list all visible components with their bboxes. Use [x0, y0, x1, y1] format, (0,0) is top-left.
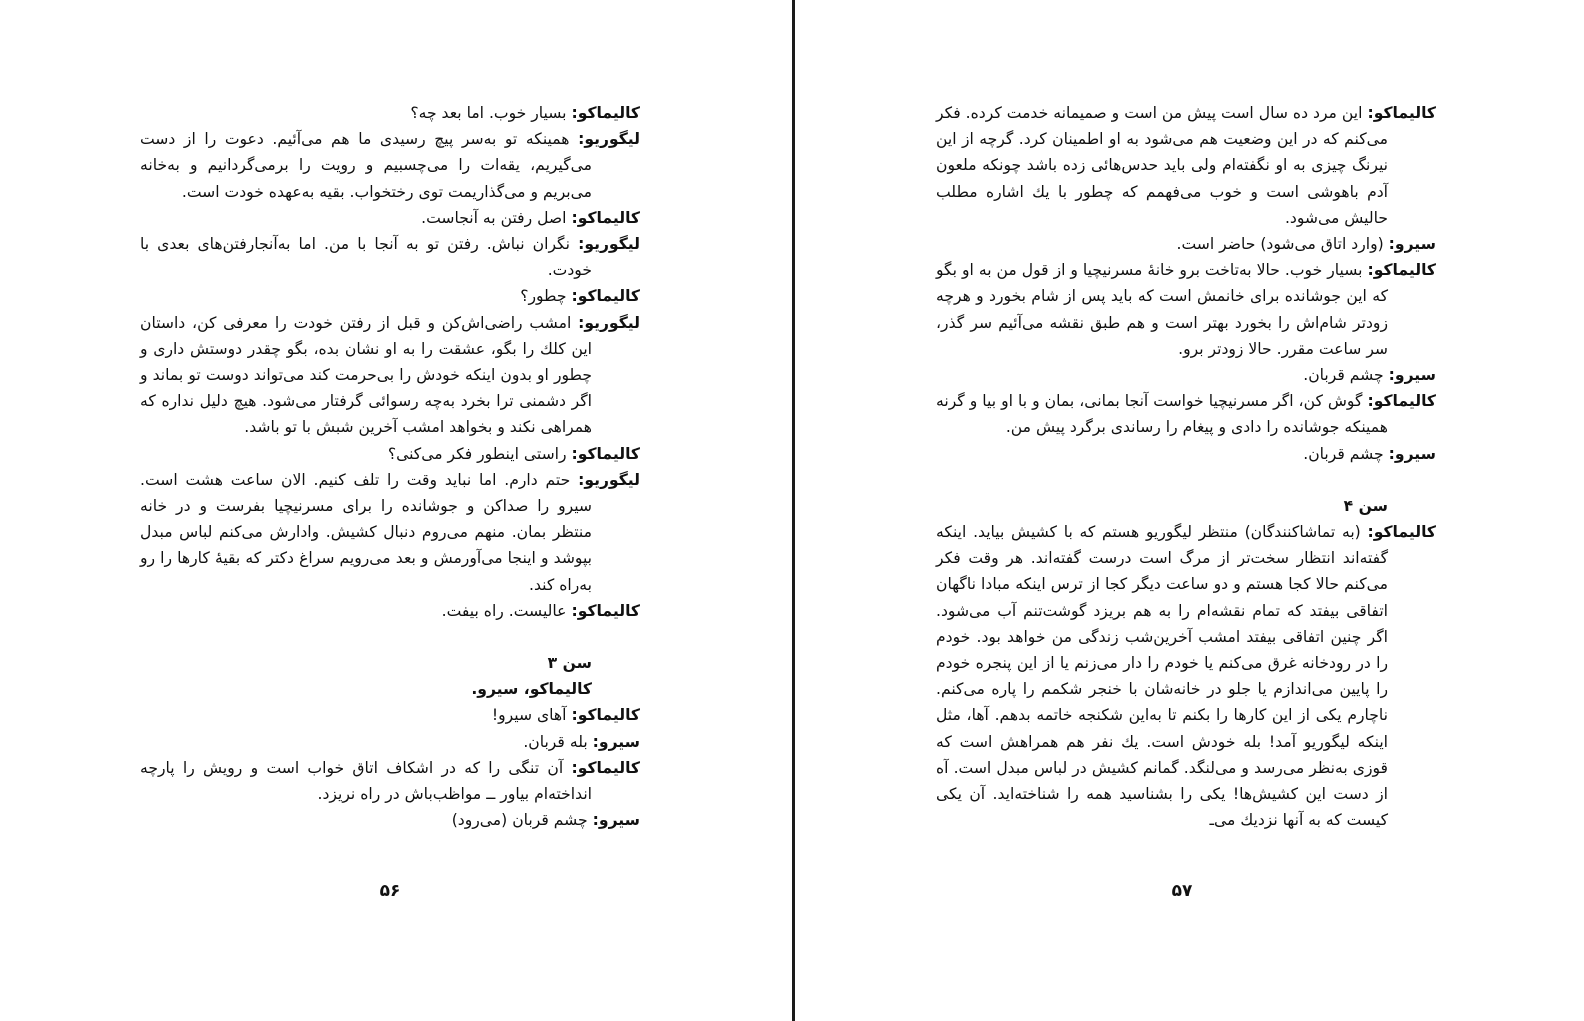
scene-gap — [936, 467, 1436, 493]
dialogue-text: چشم قربان. — [1303, 444, 1389, 463]
dialogue-text: راستی اینطور فکر می‌کنی؟ — [387, 444, 572, 463]
speaker-name: کالیماکو: — [571, 104, 640, 122]
speaker-name: کالیماکو: — [571, 758, 640, 777]
dialogue-line — [140, 441, 640, 467]
dialogue-text: امشب راضی‌اش‌کن و قبل از رفتن خودت را معرفی کن، داستان این کلك را بگو، عشقت را به او نشان بده، بگو چقدر دوستش داری و چطور او بدون اینکه خودش را بی‌حرمت کند می‌تواند دوست تو بماند و اگر دشمنی ترا بخرد به‌چه رسوائی گرفتار می‌شود. هیچ دلیل نداره که همراهی نکند و بخواهد امشب آخرین شبش با تو باشد. — [140, 313, 592, 437]
speaker-name: کالیماکو: — [1367, 104, 1436, 122]
dialogue-text: گوش کن، اگر مسرنیچیا خواست آنجا بمانی، بمان و با او بیا و گرنه همینکه جوشانده را دادی و پیغام را رساندی برگرد پیش من. — [936, 392, 1388, 437]
dialogue-line — [936, 388, 1436, 440]
dialogue-text: چشم قربان. — [1303, 366, 1389, 385]
dialogue-text: نگران نباش. رفتن تو به آنجا با من. اما به‌آنجارفتن‌های بعدی با خودت. — [140, 235, 592, 280]
dialogue-line — [140, 729, 640, 755]
dialogue-text: همینکه تو به‌سر پیچ رسیدی ما هم می‌آئیم. دعوت را از دست می‌گیریم، یقه‌ات را می‌چسبیم و رویت را برمی‌گردانیم و به‌خانه می‌بریم و می‌گذاریمت توی رختخواب. بقیه به‌عهده خودت است. — [140, 130, 592, 201]
speaker-name: سیرو: — [1388, 444, 1436, 463]
dialogue-text: بسیار خوب. حالا به‌تاخت برو خانهٔ مسرنیچیا و از قول من به او بگو که این جوشانده برای خانمش است که باید پس از شام بخورد و هرچه زودتر شام‌اش را بخورد بهتر است و هم طبق نقشه می‌آئیم سر گذر، سر ساعت مقرر. حالا زودتر برو. — [936, 261, 1388, 358]
speaker-name: لیگوریو: — [578, 130, 640, 149]
dialogue-line — [140, 807, 640, 833]
dialogue-line — [936, 441, 1436, 467]
speaker-name: سیرو: — [592, 811, 640, 830]
dialogue-text: (به تماشاکنندگان) منتظر لیگوریو هستم که با کشیش بیاید. اینکه گفته‌اند انتظار سخت‌تر از مرگ است درست گفته‌اند. هر وقت فکر می‌کنم حالا کجا هستم و دو ساعت دیگر کجا از ترس اینکه مبادا ناگهان اتفاقی بیفتد که تمام نقشه‌ام را به هم بریزد گوشت‌تنم آب می‌شود. اگر چنین اتفاقی بیفتد امشب آخرین‌شب زندگی من خواهد بود. خودم را در رودخانه غرق می‌کنم یا خودم را دار می‌زنم یا از این پنجره خودم را پایین می‌اندازم یا جلو در خانه‌شان با خنجر شکمم را پاره می‌کنم. ناچارم یکی از این کارها را بکنم تا به‌این شکنجه خاتمه بدهم. آها، مثل اینکه لیگوریو آمد! بله خودش است. یك نفر هم همراهش است که قوزی به‌نظر می‌رسد و می‌لنگد. گمانم کشیش در لباس مبدل است. آه از دست این کشیش‌ها! یکی را بشناسید همه را شناخته‌اید. آن یکی کیست که به آنها نزدیك می‌ـ — [936, 523, 1388, 830]
dialogue-line — [936, 231, 1436, 257]
dialogue-line — [140, 755, 640, 807]
left-page-text — [140, 100, 640, 833]
dialogue-line — [936, 519, 1436, 833]
speaker-name: کالیماکو: — [571, 208, 640, 227]
speaker-name: کالیماکو: — [571, 706, 640, 725]
speaker-name: لیگوریو: — [578, 470, 640, 489]
dialogue-text: چطور؟ — [520, 287, 572, 306]
dialogue-text: (وارد اتاق می‌شود) حاضر است. — [1176, 235, 1389, 254]
dialogue-text: آن تنگی را که در اشکاف اتاق خواب است و رویش را پارچه انداخته‌ام بیاور ــ مواظب‌باش در راه نریزد. — [140, 758, 592, 804]
dialogue-line — [936, 362, 1436, 388]
dialogue-line — [140, 126, 640, 205]
speaker-name: سیرو: — [1388, 235, 1436, 254]
dialogue-text: حتم دارم. اما نباید وقت را تلف کنیم. الان ساعت هشت است. سیرو را صداکن و جوشانده را برای مسرنیچیا بفرست و در خانه منتظر بمان. منهم می‌روم دنبال کشیش. وادارش می‌کنم لباس مبدل بپوشد و اینجا می‌آورمش و بعد می‌رویم سراغ دکتر که بقیهٔ کارها را رو به‌راه کند. — [140, 470, 592, 594]
speaker-name: کالیماکو: — [1367, 392, 1436, 411]
speaker-name: سیرو: — [592, 732, 640, 751]
dialogue-text: بسیار خوب. اما بعد چه؟ — [410, 104, 572, 122]
speaker-name: کالیماکو: — [571, 287, 640, 306]
dialogue-line — [140, 598, 640, 624]
dialogue-text: اصل رفتن به آنجاست. — [421, 208, 572, 227]
speaker-name: سیرو: — [1388, 366, 1436, 385]
right-page-text — [936, 100, 1436, 833]
speaker-name: لیگوریو: — [578, 313, 640, 332]
scene-heading: سن ۴ — [1343, 496, 1388, 515]
dialogue-text: چشم قربان (می‌رود) — [451, 811, 593, 830]
speaker-name: کالیماکو: — [571, 601, 640, 620]
dialogue-line — [140, 283, 640, 309]
speaker-name: کالیماکو: — [1367, 261, 1436, 280]
speaker-name: کالیماکو: — [571, 444, 640, 463]
book-spine — [792, 0, 795, 1021]
speaker-name: کالیماکو: — [1367, 523, 1436, 542]
dialogue-line — [936, 257, 1436, 362]
scene-heading: سن ۳ — [547, 654, 592, 673]
dialogue-text: این مرد ده سال است پیش من است و صمیمانه خدمت کرده. فکر می‌کنم که در این وضعیت هم می‌شود به او اطمینان کرد. گرچه از این نیرنگ چیزی به او نگفته‌ام ولی باید حدس‌هائی زده باشد چونکه ملعون آدم باهوشی است و خوب می‌فهمم که چطور با یك اشاره مطلب حالیش می‌شود. — [936, 104, 1388, 227]
dialogue-line — [140, 205, 640, 231]
page-number-left: ۵۶ — [379, 881, 401, 901]
speaker-name: لیگوریو: — [578, 235, 640, 254]
dialogue-line — [140, 467, 640, 598]
dialogue-line — [140, 100, 640, 126]
scene-characters: کالیماکو، سیرو. — [471, 680, 592, 699]
dialogue-line — [140, 702, 640, 728]
scene-gap — [140, 624, 640, 650]
page-number-right: ۵۷ — [1171, 881, 1193, 901]
dialogue-text: بله قربان. — [523, 732, 593, 751]
dialogue-text: عالیست. راه بیفت. — [441, 601, 572, 620]
dialogue-line — [140, 231, 640, 283]
dialogue-text: آهای سیرو! — [491, 706, 572, 725]
dialogue-line — [936, 100, 1436, 231]
dialogue-line — [140, 310, 640, 441]
